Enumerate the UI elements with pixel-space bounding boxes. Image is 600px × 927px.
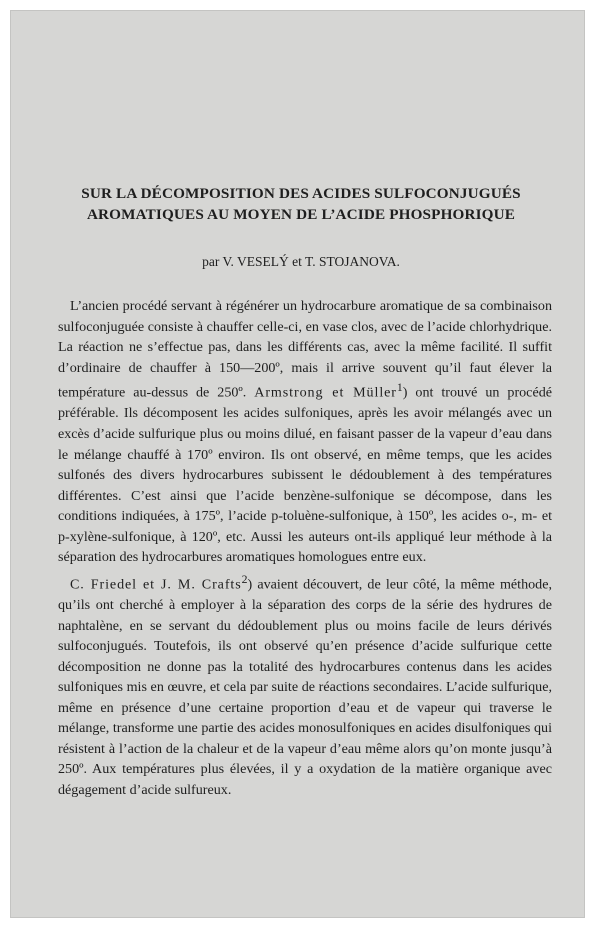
article-body bbox=[58, 296, 552, 801]
paragraph-1-text-start: L’ancien procédé servant à régénérer un hydrocarbure aromatique de sa combinaison sulfoconjuguée consiste à chauffer celle-ci, en vase clos, avec de l’acide chlorhydrique. La réaction ne s’effectue pas, dans les différents cas, avec la même facilité. Il suffit d’ordinaire de chauffer à 150—200º, mais il arrive souvent qu’il faut élever la température au-dessus de 250º. bbox=[58, 298, 552, 401]
footnote-marker-1: 1 bbox=[396, 381, 403, 395]
paragraph-1 bbox=[58, 296, 552, 568]
article-title bbox=[51, 183, 551, 225]
journal-page bbox=[10, 10, 585, 918]
paragraph-1-text-end: ) ont trouvé un procédé préférable. Ils décomposent les acides sulfoniques, après les avoir mélangés avec un excès d’acide sulfurique plus ou moins dilué, en faisant passer de la vapeur d’eau dans le mélange chauffé à 170º environ. Ils ont observé, en même temps, que les acides sulfonés des divers hydrocarbures subissent le dédoublement à des températures différentes. C’est ainsi que l’acide benzène-sulfonique se décompose, dans les conditions indiquées, à 175º, l’acide p-toluène-sulfonique, à 150º, les acides o-, m- et p-xylène-sulfonique, à 120º, etc. Aussi les auteurs ont-ils appliqué leur méthode à la séparation des hydrocarbures aromatiques homologues entre eux. bbox=[58, 384, 552, 566]
title-line-2: AROMATIQUES AU MOYEN DE L’ACIDE PHOSPHORIQUE bbox=[86, 206, 516, 223]
cited-authors-friedel-crafts: C. Friedel et J. M. Crafts bbox=[70, 576, 242, 593]
title-line-1: SUR LA DÉCOMPOSITION DES ACIDES SULFOCONJUGUÉS bbox=[81, 185, 521, 202]
cited-authors-armstrong-muller: Armstrong et Müller bbox=[254, 384, 397, 401]
paragraph-2-text: ) avaient découvert, de leur côté, la même méthode, qu’ils ont cherché à employer à la séparation des corps de la série des hydrures de naphtalène, en se servant du dédoublement plus ou moins facile de leurs dérivés sulfoconjugués. Toutefois, ils ont observé qu’en présence d’acide sulfurique cette décomposition ne donne pas la totalité des hydrocarbures contenus dans les acides sulfoniques mis en œuvre, et cela par suite de réactions secondaires. L’acide sulfurique, même en présence d’une certaine proportion d’eau et de vapeur qui traverse le mélange, transforme une partie des acides monosulfoniques en acides disulfoniques qui résistent à l’action de la chaleur et de la vapeur d’eau même alors qu’on monte jusqu’à 250º. Aux températures plus élevées, il y a oxydation de la matière organique avec dégagement d’acide sulfureux. bbox=[58, 576, 552, 798]
footnote-marker-2: 2 bbox=[241, 572, 248, 586]
author-byline: par V. VESELÝ et T. STOJANOVA. bbox=[202, 254, 400, 269]
paragraph-2 bbox=[58, 570, 552, 801]
